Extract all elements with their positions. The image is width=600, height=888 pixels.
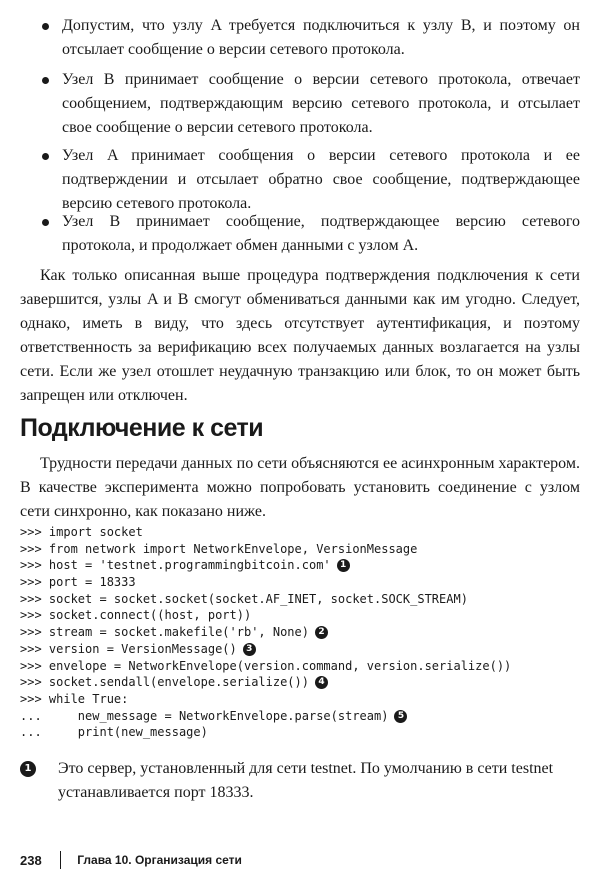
callout-number-icon: 1 — [20, 761, 36, 777]
bullet-item — [40, 144, 580, 216]
bullet-text: Допустим, что узлу A требуется подключиться к узлу B, и поэтому он отсылает сообщение о версии сетевого протокола. — [62, 17, 580, 58]
code-line — [20, 624, 580, 641]
code-text: ... print(new_message) — [20, 725, 208, 740]
callout-number-icon: 3 — [243, 643, 256, 656]
code-line — [20, 574, 580, 591]
section-heading: Подключение к сети — [20, 414, 264, 442]
code-text: >>> port = 18333 — [20, 575, 136, 590]
code-line — [20, 607, 580, 624]
callout-note-text: Это сервер, установленный для сети testnet. По умолчанию в сети testnet устанавливается порт 18333. — [58, 760, 554, 801]
code-line — [20, 724, 580, 741]
code-line — [20, 708, 580, 725]
bullet-dot-icon — [42, 219, 49, 226]
callout-number-icon: 4 — [315, 676, 328, 689]
code-line — [20, 557, 580, 574]
code-line — [20, 691, 580, 708]
code-text: >>> envelope = NetworkEnvelope(version.command, version.serialize()) — [20, 658, 512, 673]
code-text: >>> socket.connect((host, port)) — [20, 608, 252, 623]
body-paragraph: Трудности передачи данных по сети объясняются ее асинхронным характером. В качестве эксперимента можно попробовать установить соединение с узлом сети синхронно, как показано ниже. — [20, 455, 580, 520]
callout-number-icon: 1 — [337, 559, 350, 572]
code-line — [20, 641, 580, 658]
bullet-text: Узел B принимает сообщение о версии сетевого протокола, отвечает сообщением, подтверждающим версию сетевого протокола, и отсылает свое сообщение о версии сетевого протокола. — [62, 71, 580, 136]
callout-number-icon: 5 — [394, 710, 407, 723]
footer-divider — [60, 851, 62, 869]
code-text: >>> version = VersionMessage() — [20, 641, 237, 656]
code-text: >>> host = 'testnet.programmingbitcoin.com' — [20, 558, 331, 573]
code-text: >>> while True: — [20, 691, 129, 706]
chapter-title: Глава 10. Организация сети — [77, 853, 242, 867]
code-line — [20, 591, 580, 608]
bullet-text: Узел A принимает сообщения о версии сетевого протокола и ее подтверждении и отсылает обратно свое сообщение, подтверждающее версию сетевого протокола. — [62, 147, 580, 212]
code-line — [20, 541, 580, 558]
code-line — [20, 658, 580, 675]
bullet-item — [40, 210, 580, 258]
bullet-item — [40, 14, 580, 62]
bullet-dot-icon — [42, 153, 49, 160]
code-text: >>> from network import NetworkEnvelope, VersionMessage — [20, 541, 418, 556]
code-text: ... new_message = NetworkEnvelope.parse(stream) — [20, 708, 389, 723]
code-text: >>> import socket — [20, 525, 143, 539]
code-text: >>> socket.sendall(envelope.serialize()) — [20, 675, 309, 690]
bullet-text: Узел B принимает сообщение, подтверждающее версию сетевого протокола, и продолжает обмен данными с узлом A. — [62, 213, 580, 254]
callout-number-icon: 2 — [315, 626, 328, 639]
bullet-dot-icon — [42, 23, 49, 30]
code-block — [20, 524, 580, 741]
bullet-item — [40, 68, 580, 140]
callout-note — [20, 757, 580, 805]
code-line — [20, 674, 580, 691]
page-footer — [20, 848, 242, 872]
code-text: >>> socket = socket.socket(socket.AF_INET, socket.SOCK_STREAM) — [20, 591, 468, 606]
page-number: 238 — [20, 852, 42, 868]
bullet-dot-icon — [42, 77, 49, 84]
code-line — [20, 524, 580, 541]
body-paragraph: Как только описанная выше процедура подтверждения подключения к сети завершится, узлы A и B смогут обмениваться данными как им угодно. Следует, однако, иметь в виду, что здесь отсутствует аутентификация, и поэтому ответственность за верификацию всех получаемых данных возлагается на узлы сети. Если же узел отошлет неудачную транзакцию или блок, то он может быть запрещен или отключен. — [20, 267, 580, 404]
code-text: >>> stream = socket.makefile('rb', None) — [20, 625, 309, 640]
